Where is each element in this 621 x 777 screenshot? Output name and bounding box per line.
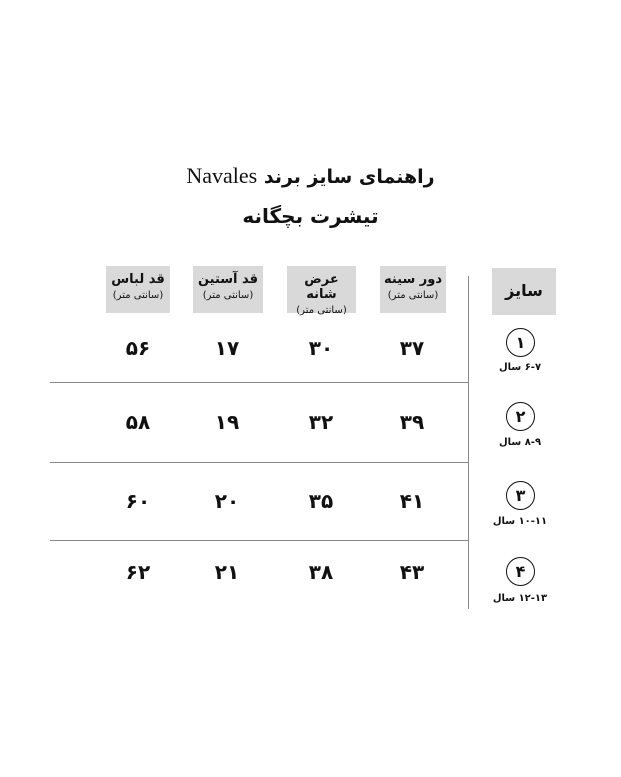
row-divider <box>50 462 468 463</box>
page-title <box>0 163 621 189</box>
column-divider <box>468 276 469 609</box>
header-sleeve-unit: (سانتی متر) <box>202 290 254 301</box>
age-range: ۶-۷ سال <box>498 362 542 373</box>
row-divider <box>50 540 468 541</box>
sleeve-value: ۱۷ <box>214 336 240 360</box>
length-value: ۵۸ <box>125 410 151 434</box>
header-shoulder-unit: (سانتی متر) <box>296 305 347 316</box>
shoulder-value: ۳۰ <box>308 336 334 360</box>
row-divider <box>50 382 468 383</box>
header-length-unit: (سانتی متر) <box>112 290 164 301</box>
length-value: ۶۲ <box>125 560 151 584</box>
header-sleeve-label: قد آستین <box>197 272 259 287</box>
size-badge: ۱ <box>506 328 535 357</box>
size-badge: ۴ <box>506 557 535 586</box>
page-subtitle: تیشرت بچگانه <box>242 204 379 228</box>
brand-name: Navales <box>186 163 258 188</box>
age-range: ۸-۹ سال <box>498 437 542 448</box>
age-range: ۱۲-۱۳ سال <box>492 593 548 604</box>
length-value: ۵۶ <box>125 336 151 360</box>
chest-value: ۴۳ <box>399 560 425 584</box>
shoulder-value: ۳۸ <box>308 560 334 584</box>
title-text: راهنمای سایز برند <box>257 166 435 188</box>
sleeve-value: ۱۹ <box>214 410 240 434</box>
header-shoulder <box>287 266 356 316</box>
chest-value: ۴۱ <box>399 489 425 513</box>
shoulder-value: ۳۵ <box>308 489 334 513</box>
header-size-label: سایز <box>505 281 543 300</box>
age-range: ۱۰-۱۱ سال <box>492 516 548 527</box>
size-badge: ۲ <box>506 402 535 431</box>
header-shoulder-label: عرض شانه <box>304 272 339 302</box>
length-value: ۶۰ <box>125 489 151 513</box>
chest-value: ۳۹ <box>399 410 425 434</box>
header-chest-label: دور سینه <box>383 272 443 287</box>
header-chest <box>380 266 446 313</box>
chest-value: ۳۷ <box>399 336 425 360</box>
size-badge: ۳ <box>506 481 535 510</box>
shoulder-value: ۳۲ <box>308 410 334 434</box>
header-size <box>492 268 556 315</box>
header-chest-unit: (سانتی متر) <box>387 290 439 301</box>
header-sleeve <box>193 266 263 313</box>
header-length <box>106 266 170 313</box>
sleeve-value: ۲۰ <box>214 489 240 513</box>
sleeve-value: ۲۱ <box>214 560 240 584</box>
header-length-label: قد لباس <box>111 272 165 287</box>
